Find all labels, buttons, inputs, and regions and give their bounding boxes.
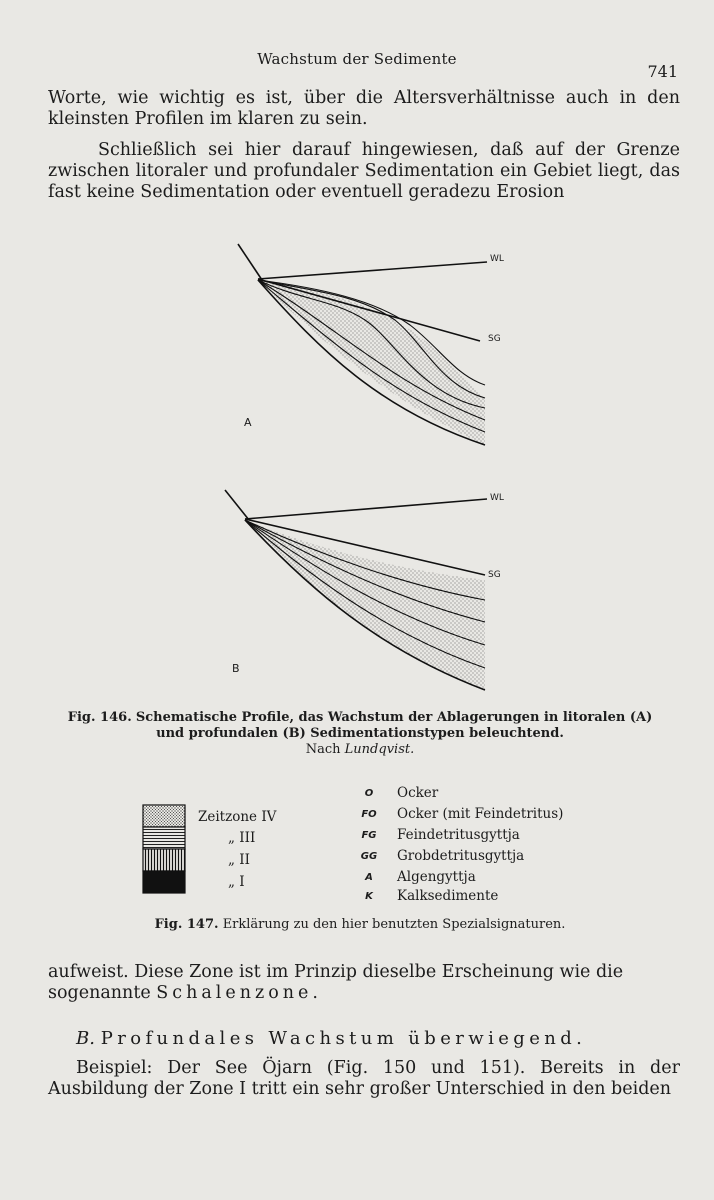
- intro-paragraph-1: Worte, wie wichtig es ist, über die Altersverhältnisse auch in den kleinsten Profilen im klaren zu sein.: [48, 88, 680, 129]
- sig-name-kalk: Kalksedimente: [397, 888, 499, 904]
- profile-a-wl-label: WL: [490, 254, 504, 264]
- running-title: Wachstum der Sedimente: [257, 50, 457, 68]
- continuation-line-1: aufweist. Diese Zone ist im Prinzip dieselbe Erscheinung wie die: [48, 962, 624, 982]
- section-title: Profundales Wachstum überwiegend.: [100, 1028, 587, 1049]
- sig-code-fo: FO: [361, 809, 377, 820]
- sig-code-a: A: [365, 872, 373, 883]
- profile-a-sg-label: SG: [488, 334, 501, 344]
- sig-name-feindetritus: Feindetritusgyttja: [397, 827, 520, 843]
- fig146-caption-line-1: [40, 710, 680, 726]
- zone-iv-label: Zeitzone IV: [198, 809, 277, 825]
- schalenzone-term: Schalenzone.: [156, 983, 322, 1003]
- example-body: Der See Öjarn (Fig. 150 und 151). Bereits in der Ausbildung der Zone I tritt ein sehr großer Unterschied in den beiden: [48, 1058, 680, 1099]
- fig146-caption-line-2: [40, 726, 680, 742]
- example-text: [48, 1058, 680, 1100]
- sig-code-gg: GG: [360, 851, 378, 862]
- continuation-line-2: [48, 983, 680, 1004]
- section-heading-b: [76, 1028, 586, 1049]
- zone-iv-swatch: [143, 805, 185, 827]
- sig-name-ocker-fd: Ocker (mit Feindetritus): [397, 806, 564, 822]
- zone-swatches: [143, 805, 185, 893]
- figure-146-caption: [40, 710, 680, 758]
- profile-a-diagram: [238, 244, 487, 445]
- fig146-text-2: und profundalen (B) Sedimentationstypen beleuchtend.: [156, 726, 564, 741]
- fig146-text-1: Schematische Profile, das Wachstum der Ablagerungen in litoralen (A): [135, 710, 653, 725]
- fig147-text: Erklärung zu den hier benutzten Spezialsignaturen.: [222, 917, 566, 932]
- fig146-nach: Nach: [305, 742, 341, 757]
- zone-iii-label: „ III: [228, 830, 256, 846]
- profile-b-sg-label: SG: [488, 570, 501, 580]
- sig-name-ocker: Ocker: [397, 785, 439, 801]
- continuation-text: [48, 962, 680, 1004]
- fig147-lead: Fig. 147.: [154, 917, 219, 932]
- sig-name-grobdetritus: Grobdetritusgyttja: [397, 848, 525, 864]
- sig-name-algen: Algengyttja: [397, 869, 476, 885]
- intro-paragraph-2: Schließlich sei hier darauf hingewiesen, daß auf der Grenze zwischen litoraler und profundaler Sedimentation ein Gebiet liegt, das fast keine Sedimentation oder eventuell geradezu Erosion: [48, 140, 680, 202]
- profile-a-letter: A: [244, 416, 252, 429]
- sig-code-o: O: [364, 788, 374, 799]
- profile-b-letter: B: [232, 662, 240, 675]
- profile-b-sediment-fill: [245, 520, 485, 690]
- profile-b-waterline: [245, 499, 487, 519]
- profile-b-wl-label: WL: [490, 493, 504, 503]
- section-letter: B.: [76, 1028, 95, 1049]
- profile-b-shore: [225, 490, 249, 520]
- zone-i-swatch: [143, 871, 185, 893]
- page-number: 741: [647, 62, 678, 81]
- zone-ii-swatch: [143, 849, 185, 871]
- zone-iii-swatch: [143, 827, 185, 849]
- example-paragraph: [48, 1058, 680, 1100]
- profile-b-diagram: [225, 490, 487, 690]
- sogenannte: sogenannte: [48, 983, 151, 1003]
- fig146-lead: Fig. 146.: [67, 710, 132, 725]
- profile-a-waterline: [258, 262, 487, 279]
- zone-i-label: „ I: [228, 874, 245, 890]
- example-lead: Beispiel:: [76, 1058, 153, 1078]
- sig-code-k: K: [365, 891, 373, 902]
- figure-147-caption: [40, 917, 680, 933]
- fig146-caption-line-3: [40, 742, 680, 758]
- sig-code-fg: FG: [361, 830, 377, 841]
- fig146-author: Lundqvist.: [344, 742, 415, 757]
- zone-ii-label: „ II: [228, 852, 250, 868]
- profile-a-shore: [238, 244, 262, 280]
